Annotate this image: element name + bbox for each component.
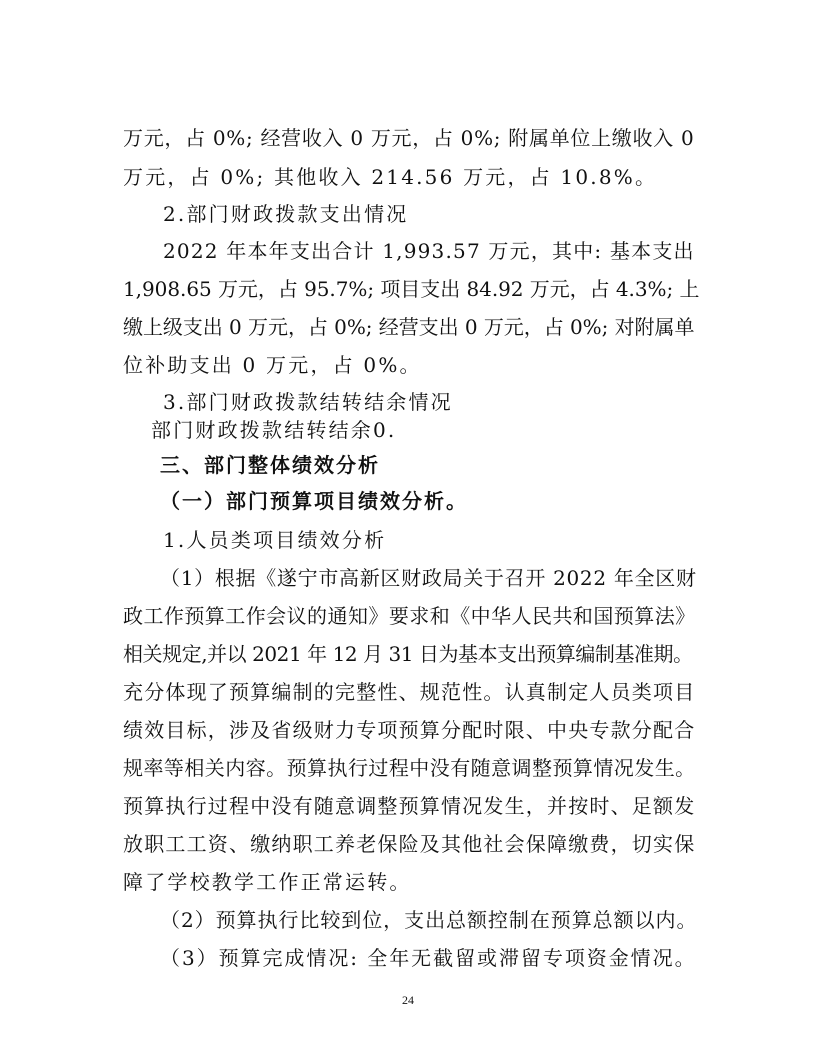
subsection-heading: （一）部门预算项目绩效分析。: [160, 489, 468, 513]
section-heading: 三、部门整体绩效分析: [160, 453, 380, 477]
page-number: 24: [402, 993, 414, 1007]
subsection-heading: 1.人员类项目绩效分析: [163, 528, 387, 552]
text-line: 部门财政拨款结转结余0.: [151, 418, 397, 442]
text-line: 政工作预算工作会议的通知》要求和《中华人民共和国预算法》: [123, 604, 696, 628]
text-line: 障了学校教学工作正常运转。: [123, 870, 412, 894]
text-line: 预算执行过程中没有随意调整预算情况发生，并按时、足额发: [123, 794, 696, 818]
text-line: 万元，占 0%; 经营收入 0 万元，占 0%; 附属单位上缴收入 0: [123, 126, 695, 150]
subsection-heading: 2.部门财政拨款支出情况: [163, 202, 409, 226]
text-line: 1,908.65 万元，占 95.7%; 项目支出 84.92 万元，占 4.3%; 上: [123, 277, 700, 301]
text-line: 位补助支出 0 万元，占 0%。: [123, 353, 422, 377]
text-line: （1）根据《遂宁市高新区财政局关于召开 2022 年全区财: [160, 566, 697, 590]
text-line: （3）预算完成情况: 全年无截留或滞留专项资金情况。: [160, 946, 697, 970]
text-line: 相关规定,并以 2021 年 12 月 31 日为基本支出预算编制基准期。: [123, 642, 693, 666]
subsection-heading: 3.部门财政拨款结转结余情况: [163, 390, 453, 414]
text-line: 充分体现了预算编制的完整性、规范性。认真制定人员类项目: [123, 680, 696, 704]
text-line: （2）预算执行比较到位，支出总额控制在预算总额以内。: [160, 908, 698, 932]
text-line: 绩效目标，涉及省级财力专项预算分配时限、中央专款分配合: [123, 718, 696, 742]
text-line: 规率等相关内容。预算执行过程中没有随意调整预算情况发生。: [123, 756, 696, 780]
text-line: 2022 年本年支出合计 1,993.57 万元，其中: 基本支出: [163, 239, 695, 263]
text-line: 万元，占 0%; 其他收入 214.56 万元，占 10.8%。: [123, 165, 658, 189]
text-line: 缴上级支出 0 万元，占 0%; 经营支出 0 万元，占 0%; 对附属单: [123, 315, 695, 339]
text-line: 放职工工资、缴纳职工养老保险及其他社会保障缴费，切实保: [123, 832, 696, 856]
